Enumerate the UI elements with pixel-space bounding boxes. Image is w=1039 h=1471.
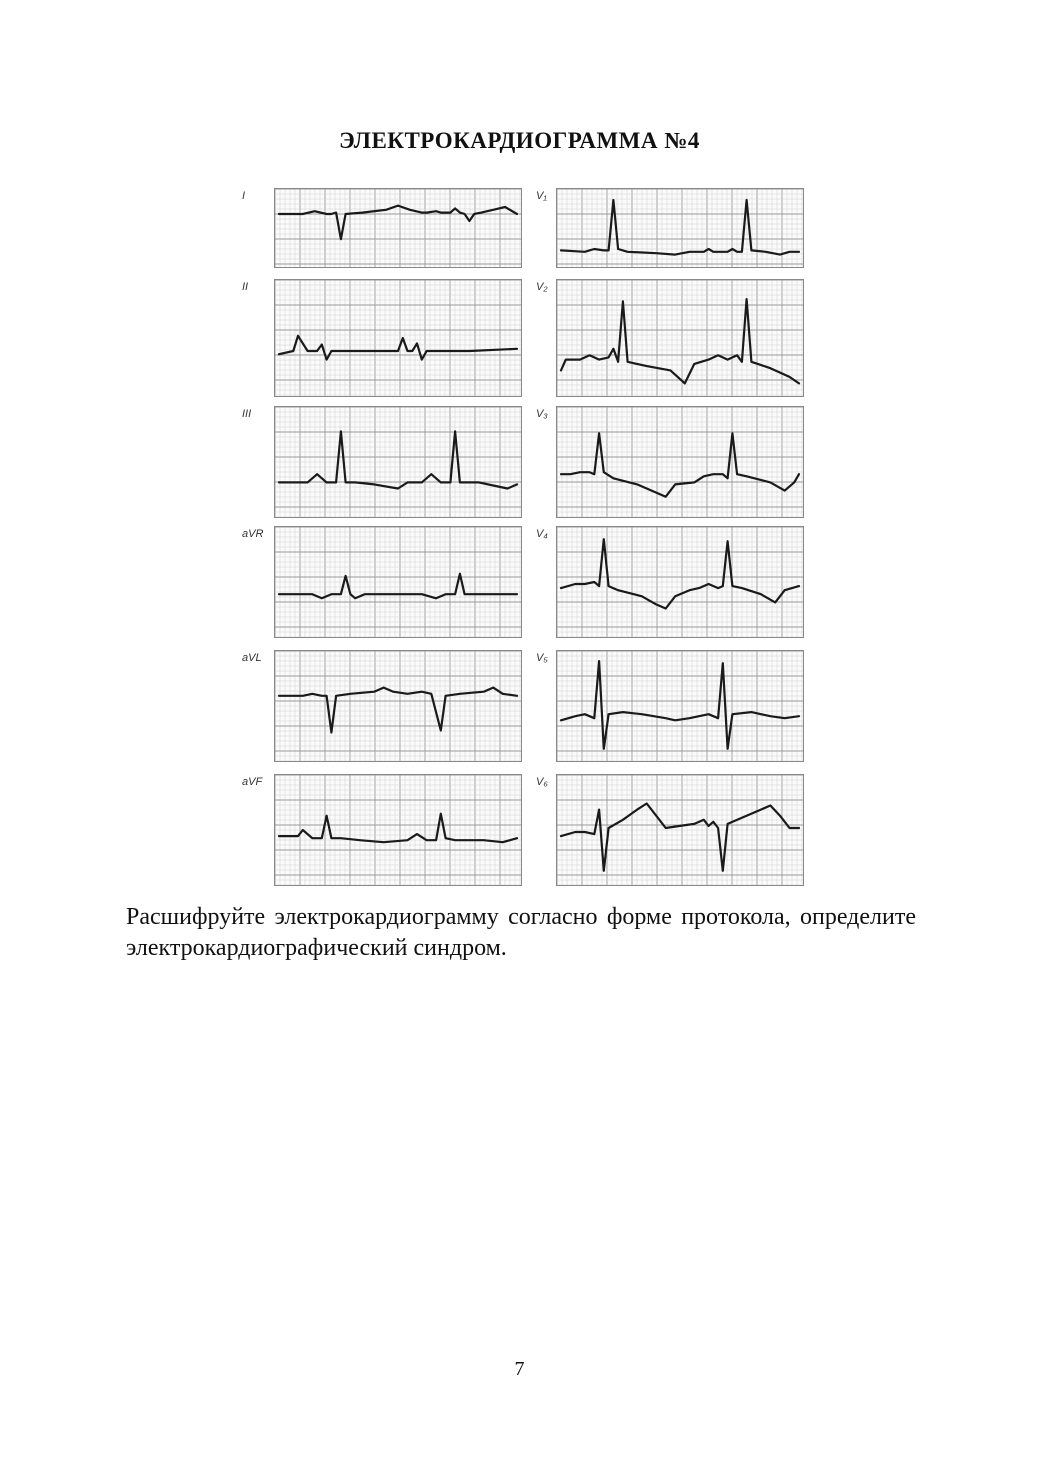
ecg-lead-label: V₆ <box>536 776 548 788</box>
ecg-lead-label: V₁ <box>536 190 547 202</box>
ecg-lead-panel-aVR <box>274 526 522 638</box>
ecg-lead-panel-V2 <box>556 279 804 397</box>
ecg-lead-panel-aVF <box>274 774 522 886</box>
ecg-lead-label: aVR <box>242 528 264 540</box>
ecg-trace-V6 <box>557 775 803 885</box>
ecg-lead-panel-V4 <box>556 526 804 638</box>
ecg-waveform-V4 <box>561 539 799 608</box>
ecg-lead-label: V₂ <box>536 281 548 293</box>
ecg-lead-label: II <box>242 281 249 293</box>
ecg-lead-panel-V1 <box>556 188 804 268</box>
ecg-waveform-V5 <box>561 661 799 749</box>
ecg-waveform-II <box>279 336 517 360</box>
ecg-lead-panel-II <box>274 279 522 397</box>
ecg-trace-aVR <box>275 527 521 637</box>
ecg-lead-label: aVL <box>242 652 262 664</box>
ecg-lead-label: V₄ <box>536 528 548 540</box>
ecg-trace-V2 <box>557 280 803 396</box>
ecg-lead-panel-aVL <box>274 650 522 762</box>
ecg-trace-V5 <box>557 651 803 761</box>
ecg-lead-label: I <box>242 190 246 202</box>
task-instructions: Расшифруйте электрокардиограмму согласно форме протокола, определите электрокардиографический синдром. <box>126 904 916 961</box>
ecg-lead-panel-V3 <box>556 406 804 518</box>
ecg-lead-panel-V6 <box>556 774 804 886</box>
ecg-lead-panel-III <box>274 406 522 518</box>
document-title: ЭЛЕКТРОКАРДИОГРАММА №4 <box>339 128 700 153</box>
ecg-waveform-V1 <box>561 200 799 255</box>
ecg-lead-panel-V5 <box>556 650 804 762</box>
ecg-waveform-V6 <box>561 804 799 871</box>
ecg-trace-V1 <box>557 189 803 267</box>
ecg-trace-aVL <box>275 651 521 761</box>
ecg-trace-aVF <box>275 775 521 885</box>
ecg-waveform-III <box>279 431 517 488</box>
ecg-lead-label: V₃ <box>536 408 548 420</box>
ecg-lead-label: aVF <box>242 776 263 788</box>
ecg-trace-II <box>275 280 521 396</box>
ecg-trace-III <box>275 407 521 517</box>
ecg-lead-label: V₅ <box>536 652 548 664</box>
ecg-waveform-V2 <box>561 299 799 383</box>
ecg-lead-label: III <box>242 408 252 420</box>
page-number: 7 <box>514 1358 525 1380</box>
ecg-trace-V3 <box>557 407 803 517</box>
ecg-waveform-aVR <box>279 574 517 599</box>
ecg-trace-V4 <box>557 527 803 637</box>
ecg-lead-panel-I <box>274 188 522 268</box>
ecg-trace-I <box>275 189 521 267</box>
ecg-waveform-aVF <box>279 814 517 843</box>
